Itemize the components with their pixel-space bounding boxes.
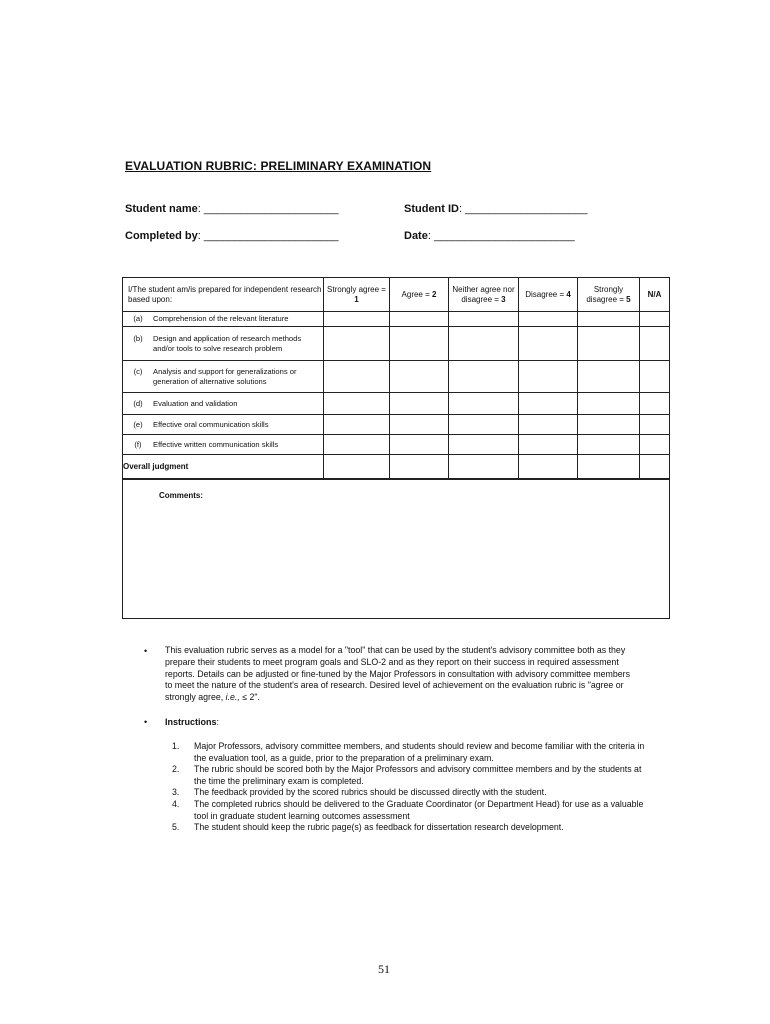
bullet-icon: • [144, 717, 148, 727]
completed-by-label: Completed by [125, 230, 198, 242]
rating-cell[interactable] [324, 393, 390, 415]
criterion-f: (f) Effective written communication skills [123, 435, 324, 455]
rating-header-na: N/A [640, 278, 670, 312]
rating-header-disagree: Disagree = 4 [519, 278, 578, 312]
table-row [123, 393, 670, 415]
rating-cell[interactable] [449, 312, 519, 327]
rating-cell[interactable] [324, 327, 390, 361]
table-row [123, 361, 670, 393]
rating-cell[interactable] [640, 435, 670, 455]
criterion-a: (a) Comprehension of the relevant literature [123, 312, 324, 327]
rating-cell[interactable] [324, 435, 390, 455]
criterion-c: (c) Analysis and support for generalizations or generation of alternative solutions [123, 361, 324, 393]
rating-cell[interactable] [449, 327, 519, 361]
criterion-b: (b) Design and application of research methods and/or tools to solve research problem [123, 327, 324, 361]
rating-cell[interactable] [578, 393, 640, 415]
rating-header-neither: Neither agree nor disagree = 3 [449, 278, 519, 312]
rating-cell[interactable] [578, 435, 640, 455]
rating-cell[interactable] [519, 327, 578, 361]
student-id-blank: : ____________________ [459, 203, 588, 215]
rating-cell[interactable] [449, 455, 519, 479]
rating-cell[interactable] [324, 361, 390, 393]
list-item: 2. The rubric should be scored both by the Major Professors and advisory committee members and by the students at the time the preliminary exam is completed. [172, 764, 642, 786]
list-item: 5. The student should keep the rubric page(s) as feedback for dissertation research development. [172, 822, 564, 833]
rating-cell[interactable] [449, 361, 519, 393]
rating-cell[interactable] [390, 361, 449, 393]
completed-by-blank: : ______________________ [197, 230, 339, 242]
overall-row [123, 455, 670, 479]
student-name-label: Student name [125, 203, 198, 215]
rating-cell[interactable] [449, 415, 519, 435]
rating-cell[interactable] [324, 415, 390, 435]
rating-cell[interactable] [390, 455, 449, 479]
rating-cell[interactable] [578, 415, 640, 435]
rating-cell[interactable] [390, 312, 449, 327]
rating-cell[interactable] [449, 435, 519, 455]
model-note-paragraph: This evaluation rubric serves as a model for a "tool" that can be used by the student's advisory committee both as they prepare their students to meet program goals and SLO-2 and as they report on their success in required assessment reports. Details can be adjusted or fine-tuned by the Major Professors in consultation with advisory committee members to meet the nature of the student's area of research. Desired level of achievement on the evaluation rubric is "agree or strongly agree, i.e., ≤ 2". [165, 645, 630, 703]
student-name-field [125, 203, 338, 215]
date-field [404, 230, 575, 242]
rating-cell[interactable] [449, 393, 519, 415]
rating-cell[interactable] [519, 455, 578, 479]
rating-cell[interactable] [390, 327, 449, 361]
list-item: 4. The completed rubrics should be delivered to the Graduate Coordinator (or Department Head) for use as a valuable tool in graduate student learning outcomes assessment [172, 798, 644, 821]
table-row [123, 327, 670, 361]
rating-cell[interactable] [324, 312, 390, 327]
bullet-icon: • [144, 646, 148, 656]
rating-header-strongly-disagree: Strongly disagree = 5 [578, 278, 640, 312]
rating-cell[interactable] [578, 361, 640, 393]
rating-cell[interactable] [640, 415, 670, 435]
comments-row [123, 479, 670, 619]
table-row [123, 312, 670, 327]
rating-cell[interactable] [390, 415, 449, 435]
rating-cell[interactable] [519, 435, 578, 455]
rating-cell[interactable] [390, 393, 449, 415]
rating-cell[interactable] [519, 393, 578, 415]
comments-box[interactable] [123, 479, 670, 619]
criterion-d: (d) Evaluation and validation [123, 393, 324, 415]
rating-cell[interactable] [640, 361, 670, 393]
table-row [123, 415, 670, 435]
rating-cell[interactable] [578, 312, 640, 327]
rating-cell[interactable] [578, 455, 640, 479]
rating-cell[interactable] [640, 393, 670, 415]
rating-header-agree: Agree = 2 [390, 278, 449, 312]
list-item: 3. The feedback provided by the scored rubrics should be discussed directly with the student. [172, 787, 547, 798]
rating-cell[interactable] [519, 415, 578, 435]
criterion-e: (e) Effective oral communication skills [123, 415, 324, 435]
date-label: Date [404, 230, 428, 242]
student-id-label: Student ID [404, 203, 459, 215]
rating-cell[interactable] [519, 312, 578, 327]
rubric-header-row [123, 278, 670, 312]
rating-cell[interactable] [324, 455, 390, 479]
completed-by-field [125, 230, 338, 242]
rating-cell[interactable] [578, 327, 640, 361]
comments-label: Comments: [159, 490, 204, 500]
date-blank: : _______________________ [427, 230, 575, 242]
rating-cell[interactable] [390, 435, 449, 455]
rating-cell[interactable] [640, 327, 670, 361]
criteria-header: I/The student am/is prepared for independent research based upon: [123, 278, 324, 312]
list-item: 1. Major Professors, advisory committee members, and students should review and become familiar with the criteria in the evaluation tool, as a guide, prior to the preparation of a preliminary exam. [172, 741, 645, 763]
rating-header-strongly-agree: Strongly agree = 1 [324, 278, 390, 312]
instructions-heading: Instructions: [165, 717, 220, 727]
rating-cell[interactable] [640, 312, 670, 327]
table-row [123, 435, 670, 455]
overall-judgment-label: Overall judgment [123, 455, 324, 479]
student-name-blank: : ______________________ [197, 203, 339, 215]
rating-cell[interactable] [519, 361, 578, 393]
page-title: EVALUATION RUBRIC: PRELIMINARY EXAMINATION [125, 159, 432, 173]
page-number: 51 [378, 962, 390, 976]
student-id-field [404, 203, 587, 215]
rubric-table [122, 277, 670, 619]
instructions-list [172, 741, 647, 834]
rating-cell[interactable] [640, 455, 670, 479]
